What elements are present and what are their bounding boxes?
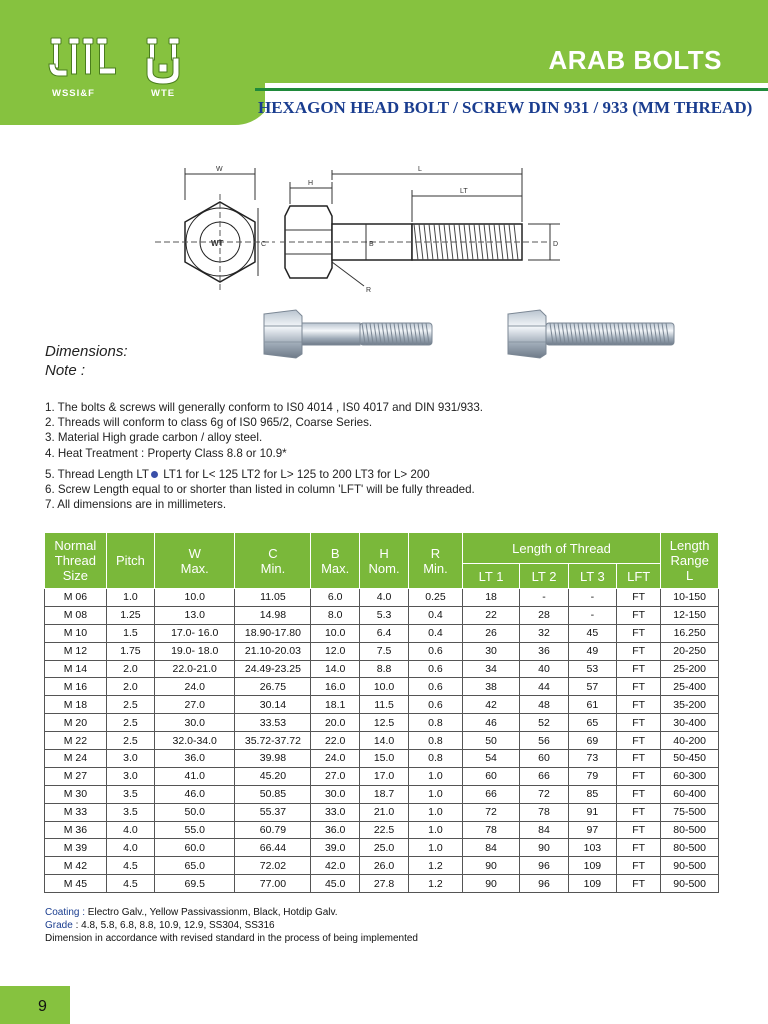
table-cell: - bbox=[520, 589, 568, 607]
col-range-header bbox=[661, 533, 719, 589]
table-cell: 55.0 bbox=[155, 821, 235, 839]
table-cell: FT bbox=[617, 696, 661, 714]
table-cell: 90 bbox=[462, 875, 520, 893]
table-cell: 18.7 bbox=[359, 785, 408, 803]
table-cell: 90-500 bbox=[661, 875, 719, 893]
table-row bbox=[45, 767, 719, 785]
table-cell: 30.0 bbox=[311, 785, 359, 803]
table-cell: 10.0 bbox=[311, 624, 359, 642]
table-cell: 50-450 bbox=[661, 750, 719, 768]
table-cell: 22.0 bbox=[311, 732, 359, 750]
table-cell: M 24 bbox=[45, 750, 107, 768]
table-cell: 78 bbox=[520, 803, 568, 821]
table-cell: 35-200 bbox=[661, 696, 719, 714]
table-cell: M 30 bbox=[45, 785, 107, 803]
table-cell: 66.44 bbox=[235, 839, 311, 857]
table-cell: FT bbox=[617, 642, 661, 660]
table-cell: 103 bbox=[568, 839, 616, 857]
table-cell: 25-200 bbox=[661, 660, 719, 678]
table-cell: 96 bbox=[520, 857, 568, 875]
table-cell: M 36 bbox=[45, 821, 107, 839]
table-cell: 0.6 bbox=[409, 642, 463, 660]
table-cell: 0.6 bbox=[409, 678, 463, 696]
drawing-label-b: B bbox=[369, 241, 374, 248]
drawing-label-l: L bbox=[418, 166, 422, 173]
coating-value: Electro Galv., Yellow Passivassionm, Black, Hotdip Galv. bbox=[85, 907, 338, 918]
table-cell: FT bbox=[617, 660, 661, 678]
table-cell: 53 bbox=[568, 660, 616, 678]
table-cell: 30.0 bbox=[155, 714, 235, 732]
table-cell: 1.0 bbox=[409, 821, 463, 839]
note-item-part: LT1 for L< 125 LT2 for L> 125 to 200 LT3 for L> 200 bbox=[160, 467, 430, 481]
table-cell: 75-500 bbox=[661, 803, 719, 821]
table-cell: 2.5 bbox=[106, 714, 154, 732]
page-number: 9 bbox=[38, 998, 47, 1015]
table-cell: FT bbox=[617, 767, 661, 785]
table-cell: 85 bbox=[568, 785, 616, 803]
table-cell: 80-500 bbox=[661, 821, 719, 839]
table-cell: 42 bbox=[462, 696, 520, 714]
col-thread-header: Length of Thread bbox=[462, 533, 661, 564]
note-item: 7. All dimensions are in millimeters. bbox=[45, 498, 227, 512]
table-cell: 45.20 bbox=[235, 767, 311, 785]
table-cell: 90-500 bbox=[661, 857, 719, 875]
table-row bbox=[45, 589, 719, 607]
bullet-dot-icon bbox=[151, 471, 158, 478]
table-cell: 46.0 bbox=[155, 785, 235, 803]
table-cell: 22.0-21.0 bbox=[155, 660, 235, 678]
grade-label: Grade bbox=[45, 920, 73, 931]
table-cell: 45 bbox=[568, 624, 616, 642]
table-cell: 35.72-37.72 bbox=[235, 732, 311, 750]
table-cell: 80-500 bbox=[661, 839, 719, 857]
table-cell: 24.0 bbox=[155, 678, 235, 696]
table-row bbox=[45, 803, 719, 821]
table-cell: 57 bbox=[568, 678, 616, 696]
table-row bbox=[45, 821, 719, 839]
table-cell: 24.49-23.25 bbox=[235, 660, 311, 678]
col-h-sub: Nom. bbox=[368, 560, 400, 576]
grade-value: : 4.8, 5.8, 6.8, 8.8, 10.9, 12.9, SS304, SS316 bbox=[72, 920, 275, 931]
brand-title: ARAB BOLTS bbox=[548, 45, 722, 75]
table-cell: 14.0 bbox=[311, 660, 359, 678]
dimensions-heading bbox=[45, 342, 128, 380]
logo-right-label: WTE bbox=[151, 88, 176, 99]
table-cell: - bbox=[568, 606, 616, 624]
table-cell: 3.5 bbox=[106, 785, 154, 803]
table-cell: M 39 bbox=[45, 839, 107, 857]
table-cell: 4.0 bbox=[359, 589, 408, 607]
table-cell: 65.0 bbox=[155, 857, 235, 875]
table-cell: 61 bbox=[568, 696, 616, 714]
table-cell: 24.0 bbox=[311, 750, 359, 768]
bolt-photo-threaded bbox=[506, 308, 678, 360]
col-range-label: Length Range bbox=[669, 538, 710, 568]
table-cell: 33.0 bbox=[311, 803, 359, 821]
table-cell: 15.0 bbox=[359, 750, 408, 768]
col-c-label: C bbox=[268, 545, 278, 561]
table-cell: 60-300 bbox=[661, 767, 719, 785]
table-cell: 50.0 bbox=[155, 803, 235, 821]
table-cell: 0.6 bbox=[409, 660, 463, 678]
note-label: Note : bbox=[45, 362, 86, 379]
table-cell: 109 bbox=[568, 857, 616, 875]
table-cell: FT bbox=[617, 803, 661, 821]
table-cell: 54 bbox=[462, 750, 520, 768]
table-row bbox=[45, 714, 719, 732]
table-cell: 36.0 bbox=[155, 750, 235, 768]
col-r-sub: Min. bbox=[423, 560, 448, 576]
table-cell: 27.0 bbox=[155, 696, 235, 714]
dimension-table bbox=[44, 532, 719, 893]
table-cell: M 14 bbox=[45, 660, 107, 678]
table-row bbox=[45, 660, 719, 678]
table-cell: 41.0 bbox=[155, 767, 235, 785]
col-h-label: H bbox=[379, 545, 389, 561]
table-cell: 1.0 bbox=[409, 785, 463, 803]
table-cell: 60.0 bbox=[155, 839, 235, 857]
table-cell: 16.0 bbox=[311, 678, 359, 696]
table-cell: 25-400 bbox=[661, 678, 719, 696]
table-cell: M 16 bbox=[45, 678, 107, 696]
table-row bbox=[45, 606, 719, 624]
table-row bbox=[45, 750, 719, 768]
table-cell: FT bbox=[617, 750, 661, 768]
table-cell: 4.0 bbox=[106, 821, 154, 839]
table-cell: 3.5 bbox=[106, 803, 154, 821]
table-cell: 69.5 bbox=[155, 875, 235, 893]
col-lt2-header: LT 2 bbox=[520, 564, 568, 589]
bolt-photo-side bbox=[262, 308, 434, 360]
col-lft-header: LFT bbox=[617, 564, 661, 589]
table-cell: 1.2 bbox=[409, 857, 463, 875]
table-cell: - bbox=[568, 589, 616, 607]
table-cell: 90 bbox=[520, 839, 568, 857]
dimensions-title: Dimensions: bbox=[45, 343, 128, 360]
col-h-header bbox=[359, 533, 408, 589]
table-cell: 33.53 bbox=[235, 714, 311, 732]
table-cell: 46 bbox=[462, 714, 520, 732]
table-cell: 30-400 bbox=[661, 714, 719, 732]
table-cell: 60 bbox=[462, 767, 520, 785]
table-cell: 4.5 bbox=[106, 875, 154, 893]
table-cell: 20-250 bbox=[661, 642, 719, 660]
table-cell: 14.0 bbox=[359, 732, 408, 750]
table-cell: 36 bbox=[520, 642, 568, 660]
table-cell: 69 bbox=[568, 732, 616, 750]
table-cell: 17.0- 16.0 bbox=[155, 624, 235, 642]
table-cell: 56 bbox=[520, 732, 568, 750]
table-row bbox=[45, 696, 719, 714]
table-cell: 25.0 bbox=[359, 839, 408, 857]
table-row bbox=[45, 839, 719, 857]
table-cell: 28 bbox=[520, 606, 568, 624]
table-cell: FT bbox=[617, 678, 661, 696]
table-cell: 65 bbox=[568, 714, 616, 732]
table-cell: FT bbox=[617, 732, 661, 750]
logo-left-label: WSSI&F bbox=[52, 88, 95, 99]
table-cell: 2.5 bbox=[106, 732, 154, 750]
table-cell: 1.75 bbox=[106, 642, 154, 660]
table-cell: M 33 bbox=[45, 803, 107, 821]
drawing-label-wt: WT bbox=[211, 239, 224, 248]
col-range-sub: L bbox=[686, 568, 694, 583]
table-cell: 79 bbox=[568, 767, 616, 785]
table-cell: 6.4 bbox=[359, 624, 408, 642]
table-row bbox=[45, 678, 719, 696]
table-cell: 14.98 bbox=[235, 606, 311, 624]
col-w-sub: Max. bbox=[180, 560, 209, 576]
table-cell: FT bbox=[617, 875, 661, 893]
table-cell: 0.4 bbox=[409, 606, 463, 624]
table-cell: 50.85 bbox=[235, 785, 311, 803]
table-cell: 97 bbox=[568, 821, 616, 839]
table-cell: 10.0 bbox=[359, 678, 408, 696]
table-cell: FT bbox=[617, 785, 661, 803]
table-cell: 4.5 bbox=[106, 857, 154, 875]
table-cell: M 06 bbox=[45, 589, 107, 607]
table-cell: 0.8 bbox=[409, 732, 463, 750]
table-cell: 2.5 bbox=[106, 696, 154, 714]
table-cell: 18.90-17.80 bbox=[235, 624, 311, 642]
drawing-label-r: R bbox=[366, 287, 372, 294]
table-cell: 22 bbox=[462, 606, 520, 624]
table-cell: 84 bbox=[520, 821, 568, 839]
table-row bbox=[45, 642, 719, 660]
table-cell: 27.8 bbox=[359, 875, 408, 893]
table-cell: 66 bbox=[520, 767, 568, 785]
table-cell: M 08 bbox=[45, 606, 107, 624]
col-r-label: R bbox=[430, 545, 441, 561]
table-cell: 17.0 bbox=[359, 767, 408, 785]
table-cell: 66 bbox=[462, 785, 520, 803]
table-cell: M 42 bbox=[45, 857, 107, 875]
table-row bbox=[45, 875, 719, 893]
table-cell: 10-150 bbox=[661, 589, 719, 607]
table-cell: 1.5 bbox=[106, 624, 154, 642]
bolt-technical-drawing bbox=[150, 160, 570, 300]
table-cell: 6.0 bbox=[311, 589, 359, 607]
coating-label: Coating : bbox=[45, 907, 86, 918]
drawing-label-c: C bbox=[261, 241, 267, 248]
table-cell: 42.0 bbox=[311, 857, 359, 875]
table-cell: 18 bbox=[462, 589, 520, 607]
table-cell: M 27 bbox=[45, 767, 107, 785]
table-cell: 8.8 bbox=[359, 660, 408, 678]
col-b-header bbox=[311, 533, 359, 589]
table-row bbox=[45, 732, 719, 750]
table-cell: 0.6 bbox=[409, 696, 463, 714]
table-cell: 36.0 bbox=[311, 821, 359, 839]
col-w-header bbox=[155, 533, 235, 589]
table-cell: M 45 bbox=[45, 875, 107, 893]
notes-list bbox=[45, 400, 483, 512]
table-cell: 40-200 bbox=[661, 732, 719, 750]
revision-note: Dimension in accordance with revised standard in the process of being implemented bbox=[45, 933, 418, 944]
drawing-label-lt: LT bbox=[460, 188, 468, 195]
note-item: 3. Material High grade carbon / alloy steel. bbox=[45, 431, 263, 445]
col-c-sub: Min. bbox=[260, 560, 286, 576]
table-cell: 1.0 bbox=[409, 767, 463, 785]
table-cell: FT bbox=[617, 589, 661, 607]
table-cell: FT bbox=[617, 821, 661, 839]
table-cell: 39.0 bbox=[311, 839, 359, 857]
table-cell: 73 bbox=[568, 750, 616, 768]
footer-notes bbox=[45, 906, 418, 945]
note-item: 6. Screw Length equal to or shorter than listed in column 'LFT' will be fully threaded. bbox=[45, 483, 475, 497]
table-cell: 49 bbox=[568, 642, 616, 660]
table-cell: 0.8 bbox=[409, 750, 463, 768]
table-cell: 52 bbox=[520, 714, 568, 732]
table-cell: 60-400 bbox=[661, 785, 719, 803]
table-cell: 109 bbox=[568, 875, 616, 893]
table-cell: 19.0- 18.0 bbox=[155, 642, 235, 660]
table-cell: 72 bbox=[520, 785, 568, 803]
table-cell: FT bbox=[617, 714, 661, 732]
note-item bbox=[45, 467, 483, 482]
table-cell: 18.1 bbox=[311, 696, 359, 714]
coating-line bbox=[45, 906, 418, 919]
table-cell: FT bbox=[617, 606, 661, 624]
table-cell: 26.75 bbox=[235, 678, 311, 696]
table-cell: 0.25 bbox=[409, 589, 463, 607]
table-cell: 20.0 bbox=[311, 714, 359, 732]
col-lt3-header: LT 3 bbox=[568, 564, 616, 589]
header-rule bbox=[255, 88, 768, 91]
table-cell: 13.0 bbox=[155, 606, 235, 624]
table-cell: 48 bbox=[520, 696, 568, 714]
col-c-header bbox=[235, 533, 311, 589]
table-cell: 0.8 bbox=[409, 714, 463, 732]
table-cell: 26 bbox=[462, 624, 520, 642]
table-cell: M 12 bbox=[45, 642, 107, 660]
table-cell: 16.250 bbox=[661, 624, 719, 642]
table-cell: 1.2 bbox=[409, 875, 463, 893]
table-cell: 5.3 bbox=[359, 606, 408, 624]
page-title: HEXAGON HEAD BOLT / SCREW DIN 931 / 933 (MM THREAD) bbox=[258, 98, 753, 117]
table-cell: 22.5 bbox=[359, 821, 408, 839]
col-lt1-header: LT 1 bbox=[462, 564, 520, 589]
table-cell: 12-150 bbox=[661, 606, 719, 624]
table-cell: FT bbox=[617, 624, 661, 642]
table-cell: M 18 bbox=[45, 696, 107, 714]
table-cell: 84 bbox=[462, 839, 520, 857]
table-cell: 96 bbox=[520, 875, 568, 893]
grade-line bbox=[45, 919, 418, 932]
table-cell: 11.05 bbox=[235, 589, 311, 607]
table-cell: 0.4 bbox=[409, 624, 463, 642]
table-cell: 30.14 bbox=[235, 696, 311, 714]
note-item: 2. Threads will conform to class 6g of IS0 965/2, Coarse Series. bbox=[45, 416, 373, 430]
table-cell: 2.0 bbox=[106, 660, 154, 678]
table-cell: 8.0 bbox=[311, 606, 359, 624]
table-cell: 77.00 bbox=[235, 875, 311, 893]
col-w-label: W bbox=[188, 545, 201, 561]
table-body bbox=[45, 589, 719, 893]
table-row bbox=[45, 785, 719, 803]
table-cell: 12.5 bbox=[359, 714, 408, 732]
table-cell: 1.0 bbox=[106, 589, 154, 607]
table-row bbox=[45, 857, 719, 875]
col-pitch-header: Pitch bbox=[106, 533, 154, 589]
table-cell: 12.0 bbox=[311, 642, 359, 660]
drawing-label-d: D bbox=[553, 241, 559, 248]
note-item-part: 5. Thread Length LT bbox=[45, 467, 149, 481]
table-cell: 72 bbox=[462, 803, 520, 821]
table-cell: 60 bbox=[520, 750, 568, 768]
table-cell: 50 bbox=[462, 732, 520, 750]
table-cell: 30 bbox=[462, 642, 520, 660]
table-cell: 38 bbox=[462, 678, 520, 696]
table-cell: 91 bbox=[568, 803, 616, 821]
table-cell: 21.10-20.03 bbox=[235, 642, 311, 660]
drawing-label-w: W bbox=[216, 166, 223, 173]
table-cell: 7.5 bbox=[359, 642, 408, 660]
table-cell: 4.0 bbox=[106, 839, 154, 857]
table-cell: 78 bbox=[462, 821, 520, 839]
table-cell: 44 bbox=[520, 678, 568, 696]
table-cell: 10.0 bbox=[155, 589, 235, 607]
table-cell: 1.0 bbox=[409, 839, 463, 857]
table-cell: 3.0 bbox=[106, 767, 154, 785]
table-row bbox=[45, 624, 719, 642]
table-cell: 21.0 bbox=[359, 803, 408, 821]
table-cell: 1.0 bbox=[409, 803, 463, 821]
note-item: 4. Heat Treatment : Property Class 8.8 or 10.9* bbox=[45, 446, 287, 460]
table-cell: 39.98 bbox=[235, 750, 311, 768]
table-cell: M 22 bbox=[45, 732, 107, 750]
table-cell: 2.0 bbox=[106, 678, 154, 696]
table-cell: 11.5 bbox=[359, 696, 408, 714]
table-cell: 1.25 bbox=[106, 606, 154, 624]
table-cell: 32.0-34.0 bbox=[155, 732, 235, 750]
table-cell: 27.0 bbox=[311, 767, 359, 785]
col-b-label: B bbox=[330, 545, 340, 561]
table-cell: 90 bbox=[462, 857, 520, 875]
table-cell: M 20 bbox=[45, 714, 107, 732]
wte-logo-icon bbox=[143, 36, 185, 88]
table-cell: FT bbox=[617, 857, 661, 875]
table-cell: 34 bbox=[462, 660, 520, 678]
table-cell: M 10 bbox=[45, 624, 107, 642]
table-cell: 72.02 bbox=[235, 857, 311, 875]
wssif-logo-icon bbox=[45, 36, 125, 86]
page-number-box bbox=[0, 986, 70, 1024]
table-cell: 45.0 bbox=[311, 875, 359, 893]
col-b-sub: Max. bbox=[321, 560, 350, 576]
table-cell: 40 bbox=[520, 660, 568, 678]
col-r-header bbox=[409, 533, 463, 589]
col-size-header: Normal Thread Size bbox=[45, 533, 107, 589]
note-item: 1. The bolts & screws will generally conform to IS0 4014 , IS0 4017 and DIN 931/933. bbox=[45, 401, 484, 414]
drawing-label-h: H bbox=[308, 180, 314, 187]
table-cell: 32 bbox=[520, 624, 568, 642]
table-cell: 3.0 bbox=[106, 750, 154, 768]
table-cell: FT bbox=[617, 839, 661, 857]
table-cell: 60.79 bbox=[235, 821, 311, 839]
table-cell: 55.37 bbox=[235, 803, 311, 821]
table-cell: 26.0 bbox=[359, 857, 408, 875]
